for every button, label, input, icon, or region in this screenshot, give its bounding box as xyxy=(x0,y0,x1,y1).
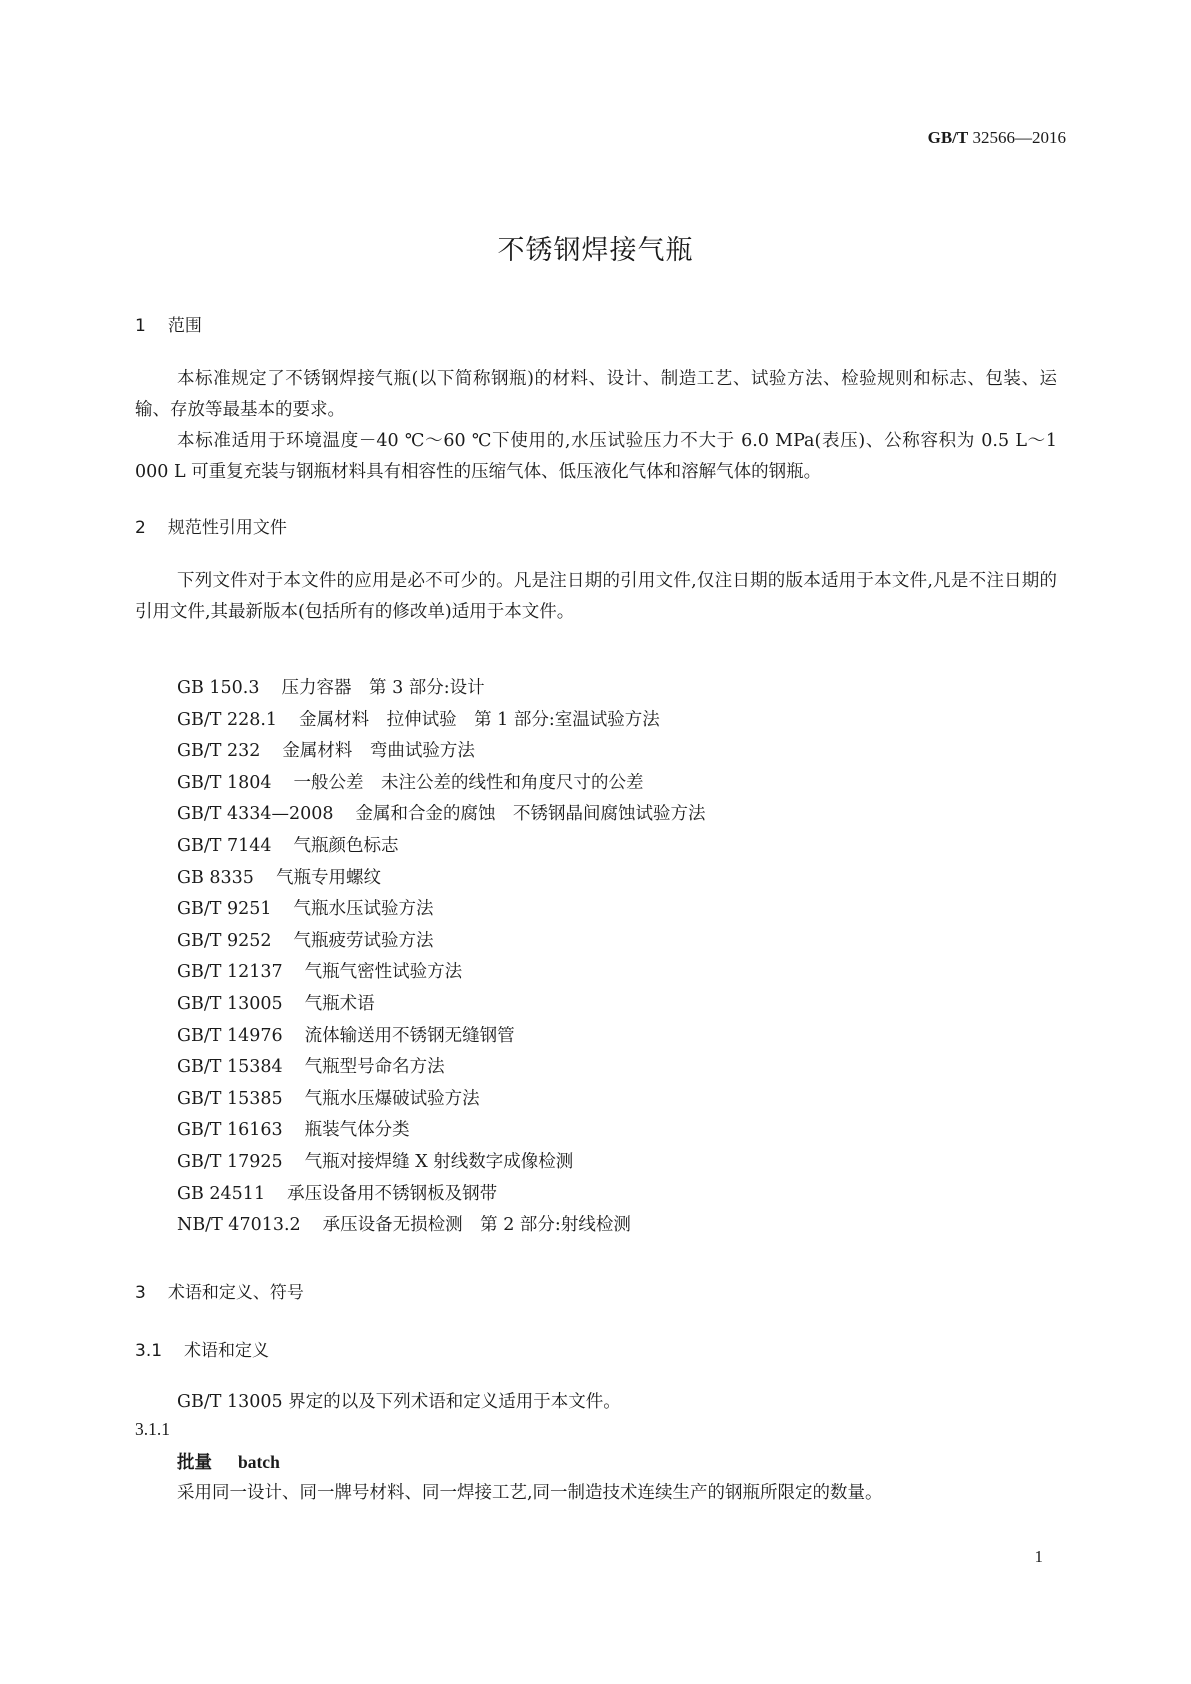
reference-item xyxy=(177,1052,706,1084)
reference-title: 金属材料 弯曲试验方法 xyxy=(282,741,475,762)
reference-code: GB/T 17925 xyxy=(177,1151,283,1172)
reference-code: GB 24511 xyxy=(177,1183,266,1204)
reference-title: 气瓶术语 xyxy=(304,993,375,1014)
reference-title: 承压设备用不锈钢板及钢带 xyxy=(287,1183,498,1204)
document-title: 不锈钢焊接气瓶 xyxy=(497,235,694,266)
reference-code: GB/T 1804 xyxy=(177,772,272,793)
normative-references-list xyxy=(177,673,706,1242)
standard-prefix: GB/T xyxy=(927,128,969,147)
reference-title: 气瓶专用螺纹 xyxy=(275,867,381,888)
reference-code: GB/T 7144 xyxy=(177,835,272,856)
section-2-intro: 下列文件对于本文件的应用是必不可少的。凡是注日期的引用文件,仅注日期的版本适用于本文件,凡是不注日期的引用文件,其最新版本(包括所有的修改单)适用于本文件。 xyxy=(135,571,1057,622)
reference-item xyxy=(177,1147,706,1179)
term-number: 3.1.1 xyxy=(135,1419,170,1439)
subsection-3-1-heading xyxy=(135,1336,269,1361)
term-definition: 采用同一设计、同一牌号材料、同一焊接工艺,同一制造技术连续生产的钢瓶所限定的数量。 xyxy=(177,1483,883,1503)
reference-code: GB/T 232 xyxy=(177,741,261,762)
section-title: 术语和定义、符号 xyxy=(167,1283,304,1303)
term-heading xyxy=(177,1449,280,1474)
reference-item xyxy=(177,736,706,768)
reference-title: 气瓶水压试验方法 xyxy=(293,899,434,920)
reference-title: 一般公差 未注公差的线性和角度尺寸的公差 xyxy=(293,772,644,793)
reference-title: 气瓶对接焊缝 X 射线数字成像检测 xyxy=(304,1151,574,1172)
reference-code: GB/T 16163 xyxy=(177,1120,283,1141)
reference-code: GB/T 12137 xyxy=(177,962,283,983)
reference-item xyxy=(177,1021,706,1053)
term-english: batch xyxy=(238,1452,280,1472)
section-title: 范围 xyxy=(167,316,202,336)
reference-title: 气瓶疲劳试验方法 xyxy=(293,930,434,951)
reference-code: NB/T 47013.2 xyxy=(177,1215,301,1236)
reference-item xyxy=(177,768,706,800)
reference-code: GB/T 9252 xyxy=(177,930,272,951)
reference-item xyxy=(177,1115,706,1147)
subsection-3-1-intro: GB/T 13005 界定的以及下列术语和定义适用于本文件。 xyxy=(177,1392,621,1412)
reference-item xyxy=(177,705,706,737)
reference-code: GB/T 14976 xyxy=(177,1025,283,1046)
reference-item xyxy=(177,894,706,926)
subsection-number: 3.1 xyxy=(135,1341,163,1361)
reference-title: 压力容器 第 3 部分:设计 xyxy=(281,678,485,698)
reference-item xyxy=(177,831,706,863)
reference-title: 气瓶颜色标志 xyxy=(293,835,399,856)
reference-item xyxy=(177,957,706,989)
reference-title: 承压设备无损检测 第 2 部分:射线检测 xyxy=(322,1215,631,1236)
reference-code: GB/T 13005 xyxy=(177,993,283,1014)
standard-code: 32566—2016 xyxy=(972,128,1066,147)
reference-item xyxy=(177,673,706,705)
reference-code: GB/T 9251 xyxy=(177,899,272,920)
subsection-title: 术语和定义 xyxy=(184,1341,270,1361)
reference-item xyxy=(177,799,706,831)
reference-item xyxy=(177,1210,706,1242)
reference-item xyxy=(177,1179,706,1211)
reference-code: GB 8335 xyxy=(177,867,254,888)
standard-number xyxy=(928,128,1066,148)
reference-item xyxy=(177,989,706,1021)
reference-title: 气瓶型号命名方法 xyxy=(304,1057,445,1078)
reference-title: 金属和合金的腐蚀 不锈钢晶间腐蚀试验方法 xyxy=(355,804,706,825)
reference-item xyxy=(177,926,706,958)
section-number: 3 xyxy=(135,1283,146,1303)
reference-title: 气瓶水压爆破试验方法 xyxy=(304,1088,480,1109)
section-number: 1 xyxy=(135,316,146,336)
reference-item xyxy=(177,1084,706,1116)
section-3-heading xyxy=(135,1278,304,1303)
reference-title: 金属材料 拉伸试验 第 1 部分:室温试验方法 xyxy=(299,709,660,730)
reference-item xyxy=(177,863,706,895)
section-2-heading xyxy=(135,513,287,538)
page-number: 1 xyxy=(1034,1547,1043,1566)
section-number: 2 xyxy=(135,518,146,538)
reference-code: GB/T 228.1 xyxy=(177,709,278,730)
reference-title: 气瓶气密性试验方法 xyxy=(304,962,463,983)
term-chinese: 批量 xyxy=(177,1453,212,1473)
section-title: 规范性引用文件 xyxy=(167,518,287,538)
section-1-paragraph-2: 本标准适用于环境温度－40 ℃～60 ℃下使用的,水压试验压力不大于 6.0 MPa(表压)、公称容积为 0.5 L～1 000 L 可重复充装与钢瓶材料具有相容性的压缩气体、低压液化气体和溶解气体的钢瓶。 xyxy=(135,431,1057,482)
reference-code: GB/T 4334—2008 xyxy=(177,804,334,825)
reference-code: GB/T 15384 xyxy=(177,1057,283,1078)
section-1-heading xyxy=(135,311,202,336)
reference-title: 流体输送用不锈钢无缝钢管 xyxy=(304,1025,515,1046)
reference-code: GB/T 15385 xyxy=(177,1088,283,1109)
section-1-paragraph-1: 本标准规定了不锈钢焊接气瓶(以下简称钢瓶)的材料、设计、制造工艺、试验方法、检验规则和标志、包装、运输、存放等最基本的要求。 xyxy=(135,369,1057,420)
reference-code: GB 150.3 xyxy=(177,678,260,698)
reference-title: 瓶装气体分类 xyxy=(304,1120,410,1141)
